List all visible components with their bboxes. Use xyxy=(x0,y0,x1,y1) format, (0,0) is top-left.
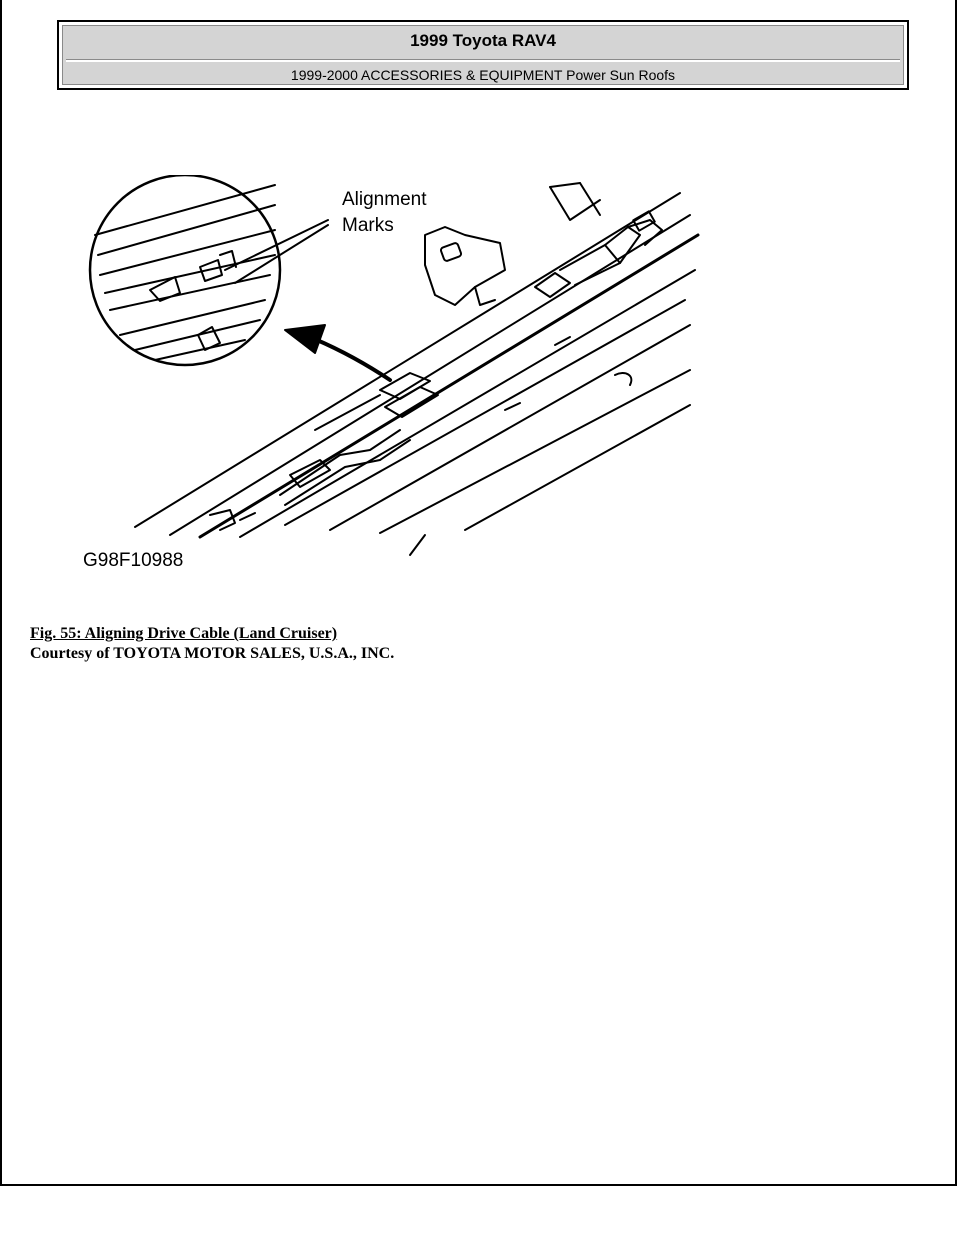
technical-illustration xyxy=(80,175,720,575)
header-title: 1999 Toyota RAV4 xyxy=(410,31,556,50)
figure-caption xyxy=(30,624,394,664)
document-header xyxy=(57,20,909,90)
header-divider xyxy=(66,59,900,62)
figure-caption-link[interactable]: Fig. 55: Aligning Drive Cable (Land Cruiser) xyxy=(30,625,338,642)
drive-cable-diagram xyxy=(80,175,720,575)
figure-credit: Courtesy of TOYOTA MOTOR SALES, U.S.A., INC. xyxy=(30,645,395,662)
header-subtitle: 1999-2000 ACCESSORIES & EQUIPMENT Power Sun Roofs xyxy=(290,67,676,83)
image-code: G98F10988 xyxy=(83,550,184,571)
callout-label-line-1: Alignment xyxy=(342,189,427,210)
callout-label-line-2: Marks xyxy=(342,215,394,236)
header-panel xyxy=(62,25,904,85)
